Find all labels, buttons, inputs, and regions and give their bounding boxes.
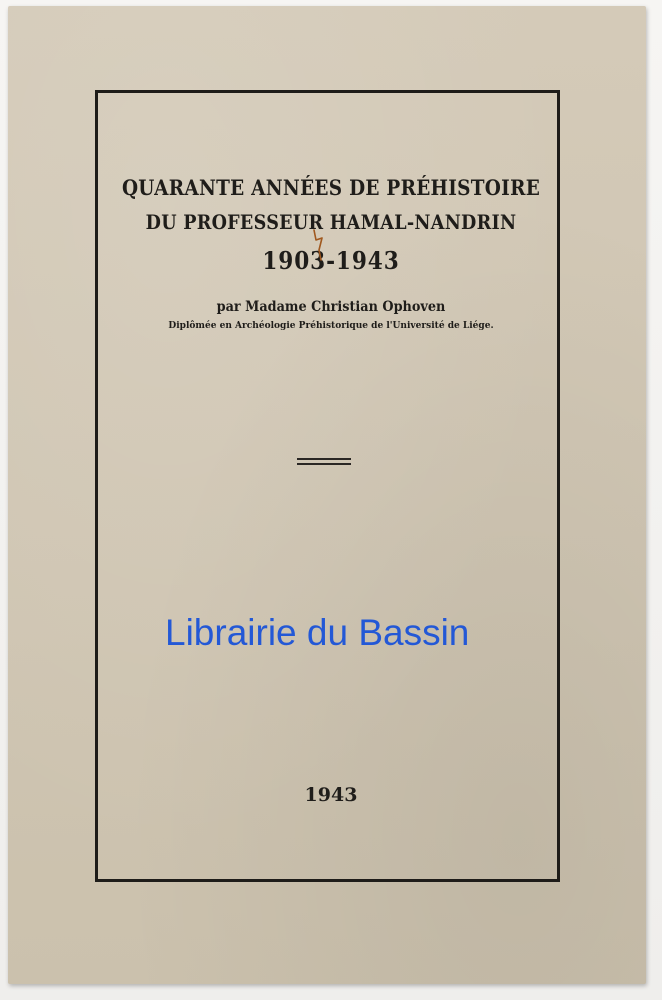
decorative-rule-top	[297, 458, 351, 460]
publication-year: 1943	[304, 784, 358, 806]
decorative-rule-bottom	[297, 463, 351, 465]
author-credentials: Diplômée en Archéologie Préhistorique de l'Université de Liége.	[168, 320, 494, 331]
cover-border-frame	[95, 90, 560, 882]
bookseller-watermark: Librairie du Bassin	[165, 612, 470, 653]
title-line-1: QUARANTE ANNÉES DE PRÉHISTOIRE	[121, 175, 541, 200]
author-line: par Madame Christian Ophoven	[216, 299, 446, 315]
title-years: 1903-1943	[262, 246, 400, 275]
title-line-2: DU PROFESSEUR HAMAL-NANDRIN	[145, 210, 517, 234]
